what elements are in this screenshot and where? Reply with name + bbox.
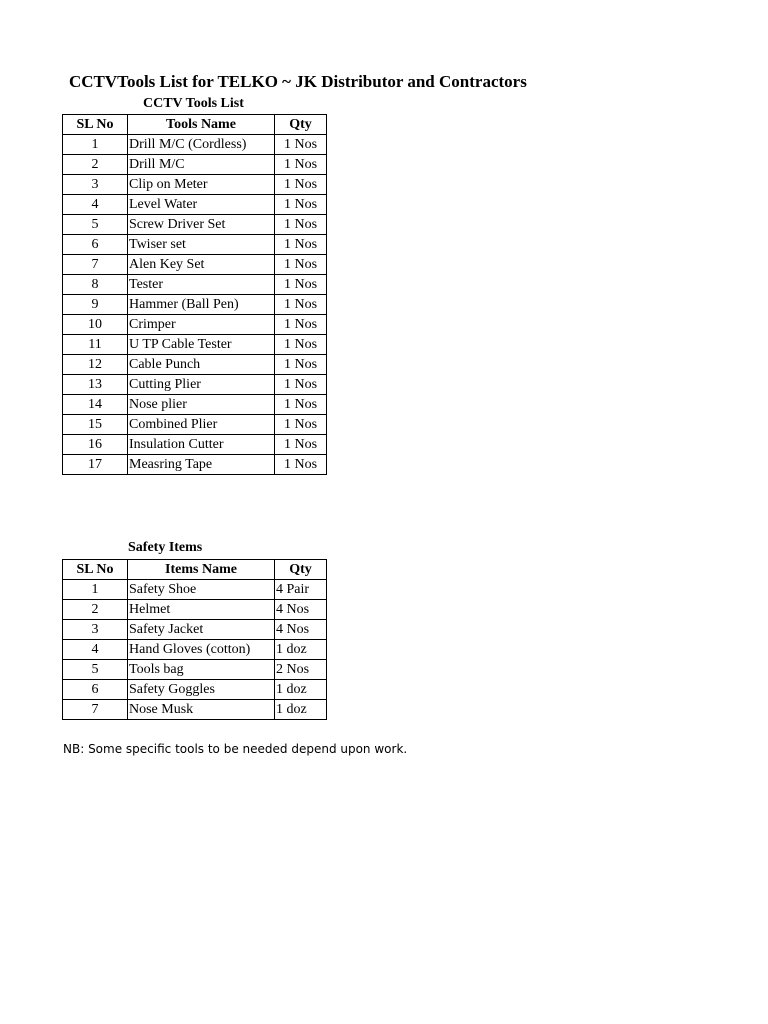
sl-cell: 14 bbox=[63, 395, 128, 415]
name-cell: U TP Cable Tester bbox=[128, 335, 275, 355]
header-tools-name: Tools Name bbox=[128, 115, 275, 135]
qty-cell: 1 Nos bbox=[275, 295, 327, 315]
safety-table-caption: Safety Items bbox=[128, 540, 203, 555]
qty-cell: 1 doz bbox=[275, 700, 327, 720]
table-row bbox=[63, 195, 327, 215]
sl-cell: 3 bbox=[63, 175, 128, 195]
sl-cell: 6 bbox=[63, 235, 128, 255]
sl-cell: 4 bbox=[63, 640, 128, 660]
qty-cell: 1 doz bbox=[275, 680, 327, 700]
name-cell: Combined Plier bbox=[128, 415, 275, 435]
table-row bbox=[63, 395, 327, 415]
qty-cell: 4 Pair bbox=[275, 580, 327, 600]
table-row bbox=[63, 700, 327, 720]
table-row bbox=[63, 275, 327, 295]
header-items-name: Items Name bbox=[128, 560, 275, 580]
name-cell: Hand Gloves (cotton) bbox=[128, 640, 275, 660]
name-cell: Drill M/C bbox=[128, 155, 275, 175]
qty-cell: 1 Nos bbox=[275, 155, 327, 175]
header-qty: Qty bbox=[275, 560, 327, 580]
name-cell: Hammer (Ball Pen) bbox=[128, 295, 275, 315]
name-cell: Safety Jacket bbox=[128, 620, 275, 640]
table-row bbox=[63, 580, 327, 600]
table-row bbox=[63, 155, 327, 175]
name-cell: Nose plier bbox=[128, 395, 275, 415]
name-cell: Insulation Cutter bbox=[128, 435, 275, 455]
qty-cell: 1 Nos bbox=[275, 215, 327, 235]
sl-cell: 11 bbox=[63, 335, 128, 355]
sl-cell: 15 bbox=[63, 415, 128, 435]
footnote: NB: Some specific tools to be needed depend upon work. bbox=[63, 742, 408, 756]
qty-cell: 1 Nos bbox=[275, 255, 327, 275]
name-cell: Crimper bbox=[128, 315, 275, 335]
name-cell: Level Water bbox=[128, 195, 275, 215]
header-sl-no: SL No bbox=[63, 560, 128, 580]
table-row bbox=[63, 295, 327, 315]
name-cell: Safety Shoe bbox=[128, 580, 275, 600]
sl-cell: 17 bbox=[63, 455, 128, 475]
sl-cell: 7 bbox=[63, 255, 128, 275]
name-cell: Screw Driver Set bbox=[128, 215, 275, 235]
sl-cell: 13 bbox=[63, 375, 128, 395]
sl-cell: 1 bbox=[63, 135, 128, 155]
table-row bbox=[63, 235, 327, 255]
qty-cell: 1 Nos bbox=[275, 315, 327, 335]
qty-cell: 1 Nos bbox=[275, 455, 327, 475]
table-row bbox=[63, 620, 327, 640]
table-header-row bbox=[63, 560, 327, 580]
table-row bbox=[63, 640, 327, 660]
name-cell: Helmet bbox=[128, 600, 275, 620]
sl-cell: 16 bbox=[63, 435, 128, 455]
name-cell: Drill M/C (Cordless) bbox=[128, 135, 275, 155]
sl-cell: 3 bbox=[63, 620, 128, 640]
qty-cell: 1 Nos bbox=[275, 235, 327, 255]
table-row bbox=[63, 335, 327, 355]
table-row bbox=[63, 600, 327, 620]
sl-cell: 1 bbox=[63, 580, 128, 600]
table-row bbox=[63, 355, 327, 375]
qty-cell: 1 Nos bbox=[275, 435, 327, 455]
name-cell: Cutting Plier bbox=[128, 375, 275, 395]
table-row bbox=[63, 375, 327, 395]
tools-table bbox=[62, 114, 327, 475]
qty-cell: 1 Nos bbox=[275, 195, 327, 215]
table-row bbox=[63, 255, 327, 275]
qty-cell: 1 Nos bbox=[275, 395, 327, 415]
sl-cell: 4 bbox=[63, 195, 128, 215]
table-header-row bbox=[63, 115, 327, 135]
sl-cell: 6 bbox=[63, 680, 128, 700]
table-row bbox=[63, 175, 327, 195]
qty-cell: 2 Nos bbox=[275, 660, 327, 680]
qty-cell: 1 Nos bbox=[275, 415, 327, 435]
sl-cell: 10 bbox=[63, 315, 128, 335]
sl-cell: 2 bbox=[63, 600, 128, 620]
table-row bbox=[63, 435, 327, 455]
sl-cell: 9 bbox=[63, 295, 128, 315]
name-cell: Twiser set bbox=[128, 235, 275, 255]
qty-cell: 1 Nos bbox=[275, 375, 327, 395]
qty-cell: 4 Nos bbox=[275, 600, 327, 620]
table-row bbox=[63, 315, 327, 335]
page-title: CCTVTools List for TELKO ~ JK Distributor and Contractors bbox=[69, 72, 527, 91]
header-qty: Qty bbox=[275, 115, 327, 135]
qty-cell: 4 Nos bbox=[275, 620, 327, 640]
sl-cell: 8 bbox=[63, 275, 128, 295]
qty-cell: 1 Nos bbox=[275, 135, 327, 155]
table-row bbox=[63, 135, 327, 155]
name-cell: Cable Punch bbox=[128, 355, 275, 375]
header-sl-no: SL No bbox=[63, 115, 128, 135]
qty-cell: 1 Nos bbox=[275, 175, 327, 195]
name-cell: Safety Goggles bbox=[128, 680, 275, 700]
name-cell: Alen Key Set bbox=[128, 255, 275, 275]
table-row bbox=[63, 215, 327, 235]
table-row bbox=[63, 660, 327, 680]
table-row bbox=[63, 415, 327, 435]
qty-cell: 1 Nos bbox=[275, 335, 327, 355]
qty-cell: 1 Nos bbox=[275, 355, 327, 375]
qty-cell: 1 doz bbox=[275, 640, 327, 660]
sl-cell: 5 bbox=[63, 660, 128, 680]
name-cell: Tools bag bbox=[128, 660, 275, 680]
sl-cell: 2 bbox=[63, 155, 128, 175]
safety-items-table bbox=[62, 559, 327, 720]
name-cell: Nose Musk bbox=[128, 700, 275, 720]
tools-table-caption: CCTV Tools List bbox=[143, 96, 244, 111]
name-cell: Clip on Meter bbox=[128, 175, 275, 195]
qty-cell: 1 Nos bbox=[275, 275, 327, 295]
table-row bbox=[63, 680, 327, 700]
table-row bbox=[63, 455, 327, 475]
name-cell: Tester bbox=[128, 275, 275, 295]
sl-cell: 7 bbox=[63, 700, 128, 720]
sl-cell: 12 bbox=[63, 355, 128, 375]
sl-cell: 5 bbox=[63, 215, 128, 235]
name-cell: Measring Tape bbox=[128, 455, 275, 475]
